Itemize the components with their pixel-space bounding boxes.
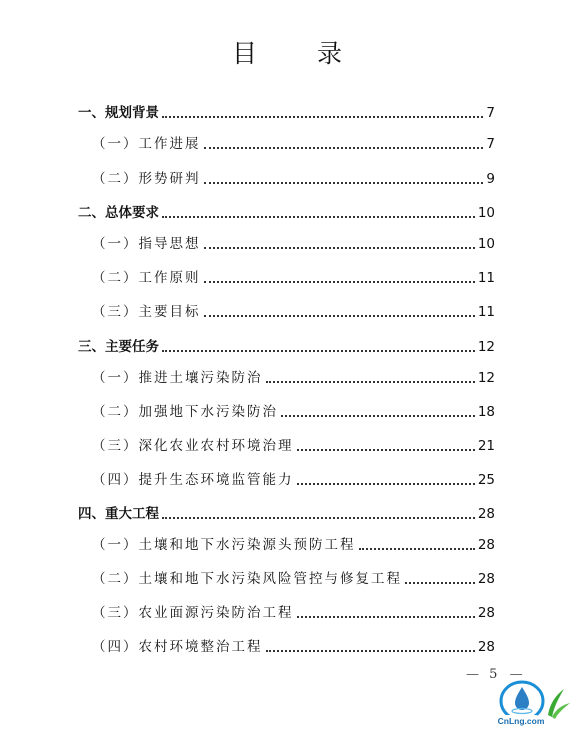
toc-entry[interactable] <box>92 299 495 321</box>
toc-entry-label: （四）提升生态环境监管能力 <box>92 472 294 488</box>
toc-entry[interactable] <box>92 365 495 387</box>
toc-entry-label: 一、规划背景 <box>78 105 159 121</box>
toc-entry-label: （一）工作进展 <box>92 136 201 152</box>
toc-entry-page: 12 <box>477 370 495 386</box>
toc-entry-label: 三、主要任务 <box>78 339 159 355</box>
toc-entry-page: 11 <box>477 304 495 320</box>
toc-entry[interactable] <box>92 166 495 188</box>
toc-entry-page: 12 <box>477 339 495 355</box>
toc-entry[interactable] <box>92 634 495 656</box>
toc-entry[interactable] <box>92 433 495 455</box>
toc-entry[interactable] <box>78 200 495 222</box>
dot-leader <box>204 280 475 283</box>
dot-leader <box>266 380 475 383</box>
cnlng-logo <box>498 675 572 727</box>
toc-entry-page: 9 <box>486 171 495 187</box>
toc-entry-label: （二）形势研判 <box>92 171 201 187</box>
toc-entry[interactable] <box>78 100 495 122</box>
toc-entry-label: （一）土壤和地下水污染源头预防工程 <box>92 537 356 553</box>
dot-leader <box>297 615 475 618</box>
toc-entry[interactable] <box>92 532 495 554</box>
dot-leader <box>162 516 475 519</box>
dot-leader <box>162 115 483 118</box>
page-number-dash-right: — <box>509 667 521 682</box>
toc-entry-page: 11 <box>477 270 495 286</box>
toc-entry[interactable] <box>92 131 495 153</box>
toc-entry-label: （三）农业面源污染防治工程 <box>92 605 294 621</box>
toc-entry-page: 28 <box>477 506 495 522</box>
toc-entry[interactable] <box>78 501 495 523</box>
toc-entry-page: 21 <box>477 438 495 454</box>
toc-entry[interactable] <box>92 467 495 489</box>
toc-entry[interactable] <box>92 265 495 287</box>
page-number-value: 5 <box>489 667 498 682</box>
toc-entry-page: 7 <box>486 136 495 152</box>
toc-entry-label: （二）加强地下水污染防治 <box>92 404 278 420</box>
toc-entry-label: 四、重大工程 <box>78 506 159 522</box>
toc-entry-label: （四）农村环境整治工程 <box>92 639 263 655</box>
dot-leader <box>204 246 475 249</box>
toc-entry-page: 10 <box>477 205 495 221</box>
toc-entry-label: （一）指导思想 <box>92 236 201 252</box>
dot-leader <box>359 547 475 550</box>
toc-entry[interactable] <box>78 334 495 356</box>
dot-leader <box>266 649 475 652</box>
toc-entry-label: （三）深化农业农村环境治理 <box>92 438 294 454</box>
dot-leader <box>405 581 475 584</box>
dot-leader <box>162 349 475 352</box>
toc-entry-label: （三）主要目标 <box>92 304 201 320</box>
dot-leader <box>281 414 475 417</box>
toc-entry-page: 25 <box>477 472 495 488</box>
dot-leader <box>204 314 475 317</box>
dot-leader <box>297 482 475 485</box>
toc-entry-label: （二）工作原则 <box>92 270 201 286</box>
toc-entry-label: （二）土壤和地下水污染风险管控与修复工程 <box>92 571 402 587</box>
toc-entry[interactable] <box>92 399 495 421</box>
toc-entry-page: 7 <box>486 105 495 121</box>
toc-entry[interactable] <box>92 600 495 622</box>
dot-leader <box>162 215 475 218</box>
dot-leader <box>204 181 484 184</box>
toc-entry-page: 28 <box>477 639 495 655</box>
toc-entry-page: 18 <box>477 404 495 420</box>
toc-entry-page: 28 <box>477 537 495 553</box>
page-number-dash-left: — <box>466 667 477 682</box>
page-title: 目 录 <box>232 39 368 68</box>
toc-entry[interactable] <box>92 231 495 253</box>
toc-entry-page: 28 <box>477 605 495 621</box>
toc-entry-page: 28 <box>477 571 495 587</box>
dot-leader <box>204 146 484 149</box>
dot-leader <box>297 448 475 451</box>
toc-entry[interactable] <box>92 566 495 588</box>
logo-text: CnLng.com <box>498 716 545 726</box>
toc-entry-page: 10 <box>477 236 495 252</box>
toc-entry-label: （一）推进土壤污染防治 <box>92 370 263 386</box>
toc-entry-label: 二、总体要求 <box>78 205 159 221</box>
